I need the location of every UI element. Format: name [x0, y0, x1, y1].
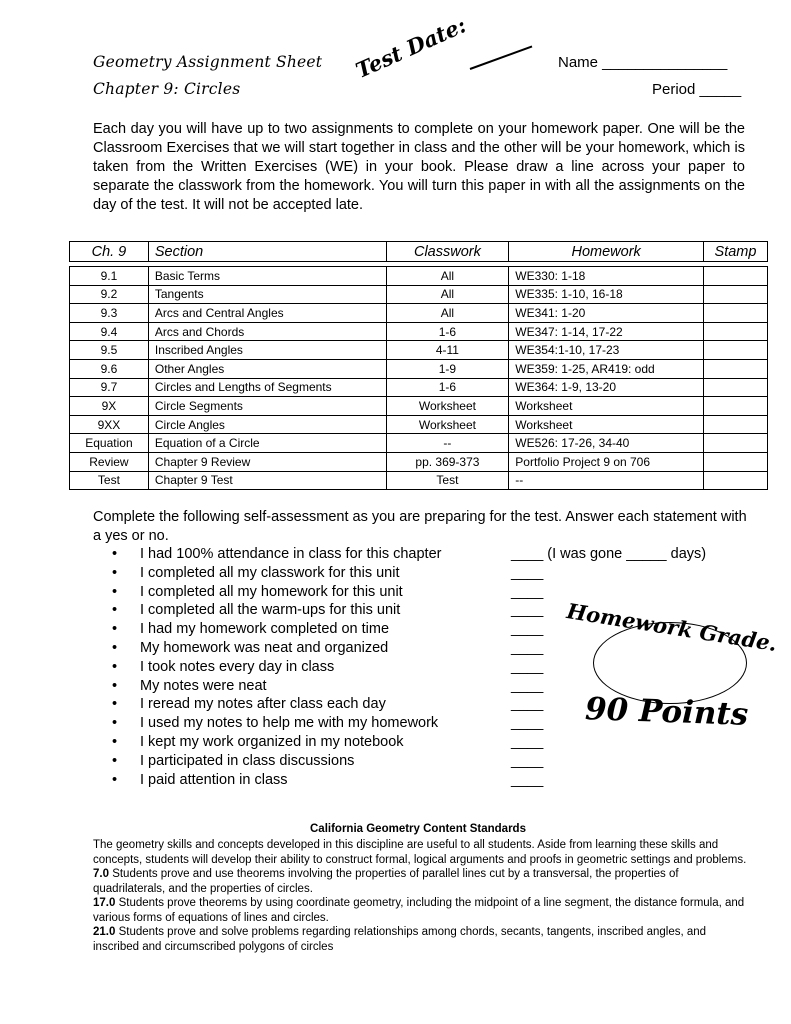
checklist-item: [112, 677, 441, 696]
blank-line[interactable]: ____: [511, 733, 544, 750]
standard-number: 7.0: [93, 868, 109, 880]
cell-section: Chapter 9 Review: [148, 452, 386, 471]
standard-text: Students prove and solve problems regarding relationships among chords, secants, tangents, inscribed angles, and inscribed and circumscribed polygons of circles: [93, 926, 707, 953]
bullet-icon: •: [112, 658, 118, 675]
bullet-icon: •: [112, 583, 118, 600]
cell-classwork: Worksheet: [386, 397, 509, 416]
cell-chapter: 9.6: [70, 359, 149, 378]
standard-number: 17.0: [93, 897, 116, 909]
homework-grade-label: Homework Grade.: [565, 598, 779, 657]
cell-classwork: All: [386, 285, 509, 304]
cell-section: Circle Angles: [148, 415, 386, 434]
points-label: 90 Points: [584, 691, 749, 733]
cell-homework: WE347: 1-14, 17-22: [509, 322, 704, 341]
cell-homework: WE341: 1-20: [509, 304, 704, 323]
header-classwork: Classwork: [386, 242, 509, 262]
checklist-item: [112, 545, 441, 564]
standards-intro: The geometry skills and concepts developed in this discipline are useful to all students. Aside from learning these skills and concepts, students will develop their ability to construct formal, logical arguments and proofs in geometric settings and problems.: [93, 839, 747, 866]
cell-chapter: 9.1: [70, 267, 149, 286]
header-homework: Homework: [509, 242, 704, 262]
bullet-icon: •: [112, 771, 118, 788]
cell-section: Inscribed Angles: [148, 341, 386, 360]
cell-homework: Portfolio Project 9 on 706: [509, 452, 704, 471]
bullet-icon: •: [112, 715, 118, 732]
answer-blank[interactable]: [511, 752, 706, 771]
cell-homework: WE364: 1-9, 13-20: [509, 378, 704, 397]
cell-chapter: Test: [70, 471, 149, 490]
chapter-title: Chapter 9: Circles: [93, 80, 241, 98]
cell-homework: --: [509, 471, 704, 490]
header-ch: Ch. 9: [70, 242, 149, 262]
cell-section: Circles and Lengths of Segments: [148, 378, 386, 397]
table-row: [70, 267, 768, 286]
cell-stamp[interactable]: [704, 434, 768, 453]
table-row: [70, 397, 768, 416]
bullet-icon: •: [112, 752, 118, 769]
checklist-text: I paid attention in class: [140, 771, 288, 788]
cell-section: Chapter 9 Test: [148, 471, 386, 490]
checklist-item: [112, 601, 441, 620]
cell-homework: Worksheet: [509, 397, 704, 416]
checklist-text: I completed all the warm-ups for this unit: [140, 602, 401, 619]
header-stamp: Stamp: [704, 242, 768, 262]
checklist-item: [112, 695, 441, 714]
cell-stamp[interactable]: [704, 452, 768, 471]
bullet-icon: •: [112, 564, 118, 581]
cell-chapter: Equation: [70, 434, 149, 453]
bullet-icon: •: [112, 546, 118, 562]
blank-line[interactable]: ____: [511, 677, 544, 694]
checklist-item: [112, 733, 441, 752]
table-row: [70, 304, 768, 323]
checklist-item: [112, 658, 441, 677]
checklist-item: [112, 771, 441, 790]
checklist-text: I completed all my homework for this unit: [140, 583, 403, 600]
answer-blank[interactable]: [511, 771, 706, 790]
cell-classwork: 1-9: [386, 359, 509, 378]
checklist-item: [112, 564, 441, 583]
cell-homework: WE526: 17-26, 34-40: [509, 434, 704, 453]
cell-homework: Worksheet: [509, 415, 704, 434]
cell-section: Equation of a Circle: [148, 434, 386, 453]
cell-stamp[interactable]: [704, 341, 768, 360]
cell-homework: WE335: 1-10, 16-18: [509, 285, 704, 304]
checklist-item: [112, 714, 441, 733]
cell-section: Basic Terms: [148, 267, 386, 286]
blank-line[interactable]: ____: [511, 583, 544, 600]
table-row: [70, 378, 768, 397]
answer-blank[interactable]: [511, 564, 706, 583]
checklist-item: [112, 620, 441, 639]
blank-line[interactable]: ____: [511, 715, 544, 732]
cell-stamp[interactable]: [704, 285, 768, 304]
cell-homework: WE330: 1-18: [509, 267, 704, 286]
cell-chapter: 9XX: [70, 415, 149, 434]
days-gone-field[interactable]: (I was gone _____ days): [543, 546, 707, 562]
sheet-title: Geometry Assignment Sheet: [93, 53, 323, 71]
checklist-text: I reread my notes after class each day: [140, 696, 386, 713]
cell-section: Tangents: [148, 285, 386, 304]
header-section: Section: [148, 242, 386, 262]
checklist-item: [112, 639, 441, 658]
standards-title: California Geometry Content Standards: [310, 823, 526, 835]
bullet-icon: •: [112, 621, 118, 638]
cell-classwork: All: [386, 304, 509, 323]
blank-line[interactable]: ____: [511, 602, 544, 619]
answer-blank[interactable]: [511, 545, 706, 564]
cell-homework: WE359: 1-25, AR419: odd: [509, 359, 704, 378]
standard-text: Students prove and use theorems involving the properties of parallel lines cut by a transversal, the properties of quadrilaterals, and the properties of circles.: [93, 868, 679, 895]
test-date-label: Test Date:: [351, 12, 470, 83]
cell-stamp[interactable]: [704, 471, 768, 490]
answer-blank[interactable]: [511, 583, 706, 602]
cell-stamp[interactable]: [704, 322, 768, 341]
blank-line[interactable]: ____: [511, 621, 544, 638]
period-field[interactable]: Period _____: [652, 81, 742, 98]
bullet-icon: •: [112, 733, 118, 750]
cell-chapter: 9.7: [70, 378, 149, 397]
cell-chapter: 9.5: [70, 341, 149, 360]
cell-classwork: Worksheet: [386, 415, 509, 434]
cell-section: Other Angles: [148, 359, 386, 378]
cell-section: Circle Segments: [148, 397, 386, 416]
cell-section: Arcs and Central Angles: [148, 304, 386, 323]
intro-paragraph: Each day you will have up to two assignments to complete on your homework paper. One will be the Classroom Exercises that we will start together in class and the other will be your homework, which is taken from the Written Exercises (WE) in your book. Please draw a line across your paper to separate the classwork from the homework. You will turn this paper in with all the assignments on the day of the test. It will not be accepted late.: [93, 121, 745, 213]
cell-classwork: pp. 369-373: [386, 452, 509, 471]
cell-stamp[interactable]: [704, 397, 768, 416]
checklist-text: My notes were neat: [140, 677, 267, 694]
standard-item: [93, 867, 753, 896]
answer-blank[interactable]: [511, 733, 706, 752]
cell-chapter: 9.3: [70, 304, 149, 323]
table-row: [70, 471, 768, 490]
cell-homework: WE354:1-10, 17-23: [509, 341, 704, 360]
cell-stamp[interactable]: [704, 415, 768, 434]
table-row: [70, 415, 768, 434]
cell-classwork: Test: [386, 471, 509, 490]
self-assessment-list: [112, 545, 441, 789]
cell-stamp[interactable]: [704, 378, 768, 397]
checklist-text: I completed all my classwork for this unit: [140, 564, 400, 581]
blank-line[interactable]: ____: [511, 658, 544, 675]
checklist-text: I took notes every day in class: [140, 658, 335, 675]
bullet-icon: •: [112, 602, 118, 619]
bullet-icon: •: [112, 639, 118, 656]
cell-classwork: 1-6: [386, 378, 509, 397]
checklist-text: I kept my work organized in my notebook: [140, 733, 404, 750]
checklist-text: My homework was neat and organized: [140, 639, 389, 656]
standards-body: [93, 838, 753, 954]
checklist-item: [112, 752, 441, 771]
cell-chapter: Review: [70, 452, 149, 471]
blank-line[interactable]: ____: [511, 752, 544, 769]
standard-item: [93, 896, 753, 925]
bullet-icon: •: [112, 696, 118, 713]
table-row: [70, 452, 768, 471]
cell-chapter: 9.4: [70, 322, 149, 341]
blank-line[interactable]: ____: [511, 696, 544, 713]
cell-chapter: 9X: [70, 397, 149, 416]
cell-stamp[interactable]: [704, 359, 768, 378]
checklist-item: [112, 583, 441, 602]
checklist-text: I participated in class discussions: [140, 752, 355, 769]
standard-number: 21.0: [93, 926, 116, 938]
cell-classwork: All: [386, 267, 509, 286]
checklist-text: I had 100% attendance in class for this chapter: [140, 546, 442, 562]
table-row: [70, 434, 768, 453]
checklist-text: I used my notes to help me with my homework: [140, 715, 439, 732]
cell-stamp[interactable]: [704, 267, 768, 286]
test-date-line: [470, 45, 533, 69]
blank-line[interactable]: ____: [511, 771, 544, 788]
checklist-text: I had my homework completed on time: [140, 621, 390, 638]
self-assessment-intro: Complete the following self-assessment as you are preparing for the test. Answer each statement with a yes or no.: [93, 509, 747, 544]
name-field[interactable]: Name _______________: [558, 54, 728, 71]
cell-classwork: 4-11: [386, 341, 509, 360]
cell-classwork: 1-6: [386, 322, 509, 341]
standard-item: [93, 925, 753, 954]
table-row: [70, 285, 768, 304]
table-row: [70, 359, 768, 378]
blank-line[interactable]: ____: [511, 546, 544, 562]
cell-section: Arcs and Chords: [148, 322, 386, 341]
bullet-icon: •: [112, 677, 118, 694]
table-row: [70, 341, 768, 360]
cell-classwork: --: [386, 434, 509, 453]
cell-chapter: 9.2: [70, 285, 149, 304]
assignment-table: [69, 241, 768, 490]
blank-line[interactable]: ____: [511, 564, 544, 581]
cell-stamp[interactable]: [704, 304, 768, 323]
table-row: [70, 322, 768, 341]
blank-line[interactable]: ____: [511, 639, 544, 656]
standard-text: Students prove theorems by using coordinate geometry, including the midpoint of a line segment, the distance formula, and various forms of equations of lines and circles.: [93, 897, 745, 924]
